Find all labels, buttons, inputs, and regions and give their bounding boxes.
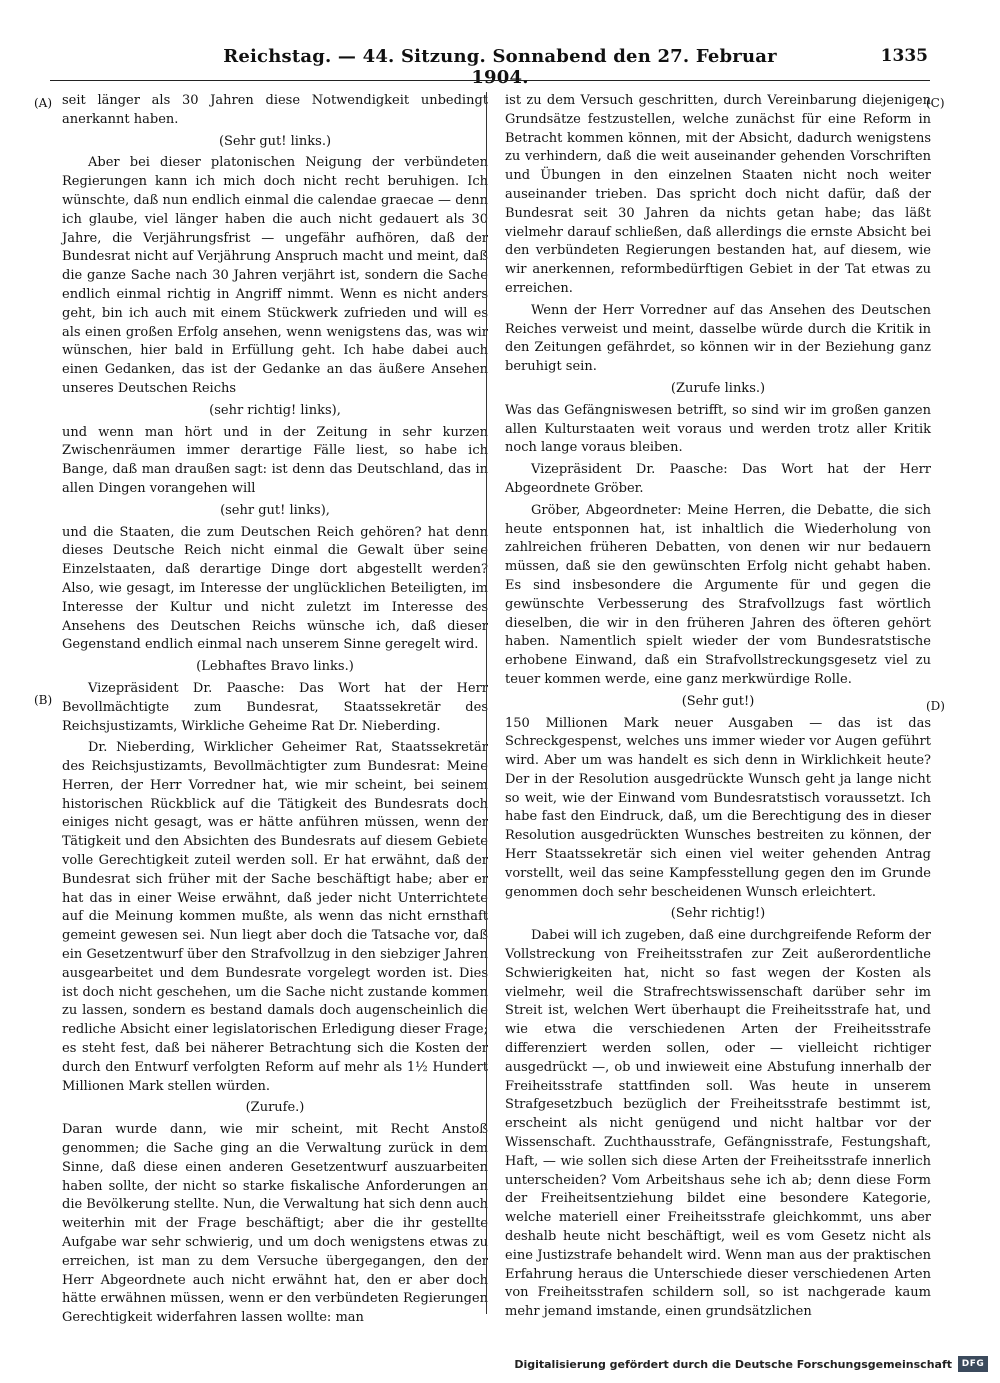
paragraph: Was das Gefängniswesen betrifft, so sind wir im großen ganzen allen Kulturstaaten weit voraus und werden trotz aller Kritik noch lange voraus bleiben. xyxy=(505,402,931,456)
margin-mark-a: (A) xyxy=(34,96,53,110)
speaker-paragraph: Vizepräsident Dr. Paasche: Das Wort hat der Herr Abgeordnete Gröber. xyxy=(505,462,931,496)
paragraph: ist zu dem Versuch geschritten, durch Vereinbarung diejenigen Grundsätze festzustellen, welche zunächst für eine Reform in Betracht kommen können, mit der Absicht, dadurch wenigstens zu verhindern, daß die weit auseinander gehenden Vorschriften und Übungen in den einzelnen Staaten nicht noch weiter auseinander trieben. Das spricht doch nicht dafür, daß der Bundesrat seit 30 Jahren da nichts getan habe; das läßt vielmehr darauf schließen, daß allerdings die ernste Absicht bei den verbündeten Regierungen bestanden hat, auf diesem, wie wir anerkennen, reformbedürftigen Gebiet in der Tat etwas zu erreichen. xyxy=(505,93,931,296)
paragraph: und wenn man hört und in der Zeitung in sehr kurzen Zwischenräumen immer derartige Fälle liest, so habe ich Bange, daß man draußen sagt: ist denn das Deutschland, das in allen Dingen vorangehen will xyxy=(62,424,488,496)
paragraph: 150 Millionen Mark neuer Ausgaben — das ist das Schreckgespenst, welches uns immer wieder vor Augen geführt wird. Aber um was handelt es sich denn in Wirklichkeit heute? Der in der Resolution ausgedrückte Wunsch geht ja lange nicht so weit, wie der Einwand vom Bundesratstisch voraussetzt. Ich habe fast den Eindruck, daß, um die Berechtigung des in dieser Resolution ausgedrückten Wunsches bestreiten zu können, der Herr Staatssekretär sich einen viel weiter gehenden Antrag vorstellt, weil das seine Kampfesstellung gegen den im Grunde genommen doch sehr bescheidenen Wunsch erleichtert. xyxy=(505,715,931,900)
paragraph: Dabei will ich zugeben, daß eine durchgreifende Reform der Vollstreckung von Freiheitsstrafen zur Zeit außerordentliche Schwierigkeiten hat, nicht so fast wegen der Kosten als vielmehr, weil die Strafrechtswissenschaft darüber sehr im Streit ist, welchen Wert überhaupt die Freiheitsstrafe hat, und wie etwa die verschiedenen Arten der Freiheitsstrafe differenziert werden sollen, oder — vielleicht richtiger ausgedrückt —, ob und inwieweit eine Abstufung innerhalb der Freiheitsstrafe stattfinden soll. Was heute in unserem Strafgesetzbuch bezüglich der Freiheitsstrafe bestimmt ist, erscheint als nicht genügend und nicht haltbar vor der Wissenschaft. Zuchthausstrafe, Gefängnisstrafe, Festungshaft, Haft, — wie sollen sich diese Arten der Freiheitsstrafe innerlich unterscheiden? Vom Arbeitshaus sehe ich ab; denn diese Form der Freiheitsentziehung bildet eine besondere Kategorie, welche materiell einer Freiheitsstrafe gleichkommt, uns aber deshalb heute nicht beschäftigt, weil es vom Gesetz nicht als eine Justizstrafe behandelt wird. Wenn man aus der praktischen Erfahrung heraus die Unterschiede dieser verschiedenen Arten von Freiheitsstrafen schildern soll, so ist nachgerade kaum mehr jemand imstande, einen grundsätzlichen xyxy=(505,928,931,1320)
speaker-paragraph: Gröber, Abgeordneter: Meine Herren, die Debatte, die sich heute entsponnen hat, ist inhaltlich die Wiederholung von zahlreichen früheren Debatten, von denen wir nur bedauern müssen, daß sie den gewünschten Erfolg nicht gehabt haben. Es sind insbesondere die Argumente für und gegen die gewünschte Verbesserung des Strafvollzugs fast wörtlich dieselben, die wir in den früheren Jahren des öfteren gehört haben. Namentlich spielt wieder der vom Bundesratstische erhobene Einwand, daß ein Strafvollstreckungsgesetz viel zu teuer kommen werde, eine ganz merkwürdige Rolle. xyxy=(505,502,931,687)
interjection: (Sehr gut!) xyxy=(681,693,755,709)
speaker-paragraph: Vizepräsident Dr. Paasche: Das Wort hat der Herr Bevollmächtigte zum Bundesrat, Staatssekretär des Reichsjustizamts, Wirkliche Geheime Rat Dr. Nieberding. xyxy=(62,680,488,734)
paragraph: Wenn der Herr Vorredner auf das Ansehen des Deutschen Reiches verweist und meint, dasselbe würde durch die Kritik in den Zeitungen gefährdet, so können wir in der Beziehung ganz beruhigt sein. xyxy=(505,302,931,375)
paragraph: und die Staaten, die zum Deutschen Reich gehören? hat denn dieses Deutsche Reich nicht einmal die Gewalt über seine Einzelstaaten, daß derartige Dinge dort abgestellt werden? Also, wie gesagt, im Interesse der unglücklichen Beteiligten, im Interesse der Kultur und nicht zuletzt im Interesse des Ansehens des Deutschen Reichs wünsche ich, daß dieser Gegenstand endlich einmal nach unserem Sinne geregelt wird. xyxy=(62,524,488,653)
interjection: (Sehr richtig!) xyxy=(670,906,766,922)
paragraph: Daran wurde dann, wie mir scheint, mit Recht Anstoß genommen; die Sache ging an die Verwaltung zurück in dem Sinne, daß diese einen anderen Gesetzentwurf auszuarbeiten haben sollte, der nicht so starke fiskalische Anforderungen an die Bevölkerung stellte. Nun, die Verwaltung hat sich denn auch weiterhin mit der Frage beschäftigt; aber die ihr gestellte Aufgabe war sehr schwierig, und um doch wenigstens etwas zu erreichen, ist man zu dem Versuche übergegangen, den der Herr Abgeordnete auch nicht erwähnt hat, den er aber doch hätte erwähnen müssen, wenn er den verbündeten Regierungen Gerechtigkeit widerfahren lassen wollte: man xyxy=(62,1122,488,1326)
interjection: (sehr richtig! links), xyxy=(209,402,341,418)
interjection: (sehr gut! links), xyxy=(220,502,330,518)
footer xyxy=(514,1356,990,1376)
interjection: (Zurufe.) xyxy=(245,1100,305,1116)
running-header-title: Reichstag. — 44. Sitzung. Sonnabend den 27. Februar 1904. xyxy=(223,46,777,88)
paragraph: seit länger als 30 Jahren diese Notwendigkeit unbedingt anerkannt haben. xyxy=(62,93,488,127)
page-header xyxy=(0,46,1000,88)
margin-mark-b: (B) xyxy=(34,693,53,707)
dfg-logo-icon: DFG xyxy=(958,1356,988,1372)
left-column xyxy=(62,92,488,1331)
speaker-paragraph: Dr. Nieberding, Wirklicher Geheimer Rat, Staatssekretär des Reichsjustizamts, Bevollmächtigter zum Bundesrat: Meine Herren, der Herr Vorredner hat, wie mir scheint, bei seinem historischen Rückblick auf die Tätigkeit des Bundesrats doch einiges nicht gesagt, was er hätte anführen müssen, wenn der Tätigkeit und den Absichten des Bundesrats auf diesem Gebiete volle Gerechtigkeit zuteil werden soll. Er hat erwähnt, daß der Bundesrat sich früher mit der Sache beschäftigt habe; aber er hat das in einer Weise erwähnt, daß jeder nicht Unterrichtete auf die Meinung kommen mußte, als wenn das nicht ernsthaft gemeint gewesen sei. Nun liegt aber doch die Tatsache vor, daß ein Gesetzentwurf über den Strafvollzug in den siebziger Jahren ausgearbeitet und dem Bundesrate vorgelegt worden ist. Dies ist doch nicht geschehen, um die Sache nicht zustande kommen zu lassen, sondern es bestand damals doch augenscheinlich die redliche Absicht einer legislatorischen Erledigung dieser Frage; es steht fest, daß bei näherer Betrachtung sich die Kosten der durch den Entwurf verfolgten Reform auf mehr als 1½ Hundert Millionen Mark stellen würden. xyxy=(62,740,488,1094)
margin-mark-c: (C) xyxy=(926,96,945,110)
funding-credit: Digitalisierung gefördert durch die Deutsche Forschungsgemeinschaft xyxy=(514,1358,952,1371)
interjection: (Lebhaftes Bravo links.) xyxy=(196,659,354,675)
right-column xyxy=(505,92,931,1325)
paragraph: Aber bei dieser platonischen Neigung der verbündeten Regierungen kann ich mich doch nicht recht beruhigen. Ich wünschte, daß nun endlich einmal die calendae graecae — denn ich glaube, viel länger haben die auch nicht gedauert als 30 Jahre, die Verjährungsfrist — ungefähr aufhören, daß der Bundesrat nicht auf Verjährung Anspruch macht und meint, daß die ganze Sache nach 30 Jahren verjährt ist, sondern die Sache endlich einmal richtig in Angriff nimmt. Wenn es nicht anders geht, bin ich auch mit einem Stückwerk zufrieden und will es als einen großen Erfolg ansehen, wenn wenigstens das, was wir wünschen, hier bald in Erfüllung geht. Ich habe dabei auch einen Gedanken, das ist der Gedanke an das äußere Ansehen unseres Deutschen Reichs xyxy=(62,155,488,396)
margin-mark-d: (D) xyxy=(926,699,945,713)
interjection: (Sehr gut! links.) xyxy=(218,133,332,149)
interjection: (Zurufe links.) xyxy=(670,380,766,396)
page-number: 1335 xyxy=(880,46,928,66)
column-divider xyxy=(486,92,487,1314)
header-rule xyxy=(50,80,930,81)
